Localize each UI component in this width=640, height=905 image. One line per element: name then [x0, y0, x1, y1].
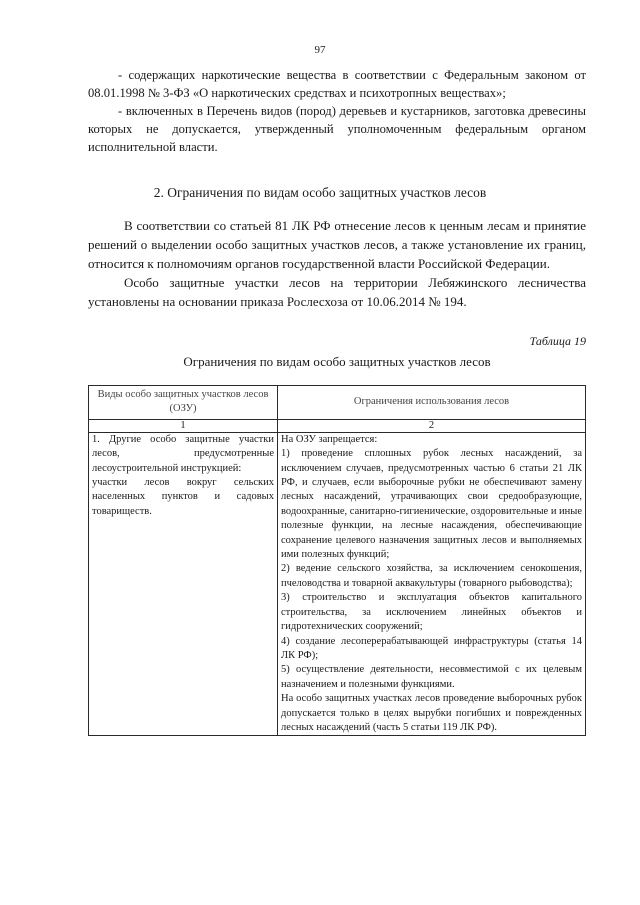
cell-line: На особо защитных участках лесов проведение выборочных рубок допускается только в целях вырубки погибших и поврежденных лесных насаждений (часть 5 статьи 119 ЛК РФ).	[281, 693, 582, 733]
bullet-item: - включенных в Перечень видов (пород) деревьев и кустарников, заготовка древесины которых не допускается, утвержденный уполномоченным федеральным органом исполнительной власти.	[88, 104, 586, 154]
bullet-list	[88, 66, 586, 156]
cell-line: 4) создание лесоперерабатывающей инфраструктуры (статья 14 ЛК РФ);	[281, 635, 582, 661]
table-cell-restrictions	[278, 432, 586, 736]
header-cell-restrictions: Ограничения использования лесов	[278, 386, 586, 420]
cell-line: На ОЗУ запрещается:	[281, 433, 378, 445]
cell-line: 1. Другие особо защитные участки лесов, предусмотренные лесоустроительной инструкцией:	[92, 433, 274, 474]
cell-line: участки лесов вокруг сельских населенных пунктов и садовых товариществ.	[92, 477, 274, 517]
paragraph: В соответствии со статьей 81 ЛК РФ отнесение лесов к ценным лесам и принятие решений о выделении особо защитных участков лесов, а также установление их границ, относится к полномочиям органов государственной власти Российской Федерации.	[88, 218, 586, 271]
cell-line: 3) строительство и эксплуатация объектов капитального строительства, за исключением линейных объектов и гидротехнических сооружений;	[281, 592, 582, 633]
section-heading: 2. Ограничения по видам особо защитных участков лесов	[153, 185, 487, 200]
column-number: 1	[89, 419, 278, 432]
table-caption: Таблица 19	[529, 334, 586, 348]
table-header-row	[89, 386, 586, 420]
table-cell-ozu-type	[89, 432, 278, 736]
cell-line: 2) ведение сельского хозяйства, за исключением сенокошения, пчеловодства и товарной аквакультуры (товарного рыбоводства);	[281, 563, 582, 589]
table-column-number-row	[89, 419, 586, 432]
column-number: 2	[278, 419, 586, 432]
body-text	[88, 216, 586, 311]
table-row	[89, 432, 586, 736]
restrictions-table	[88, 385, 586, 736]
cell-line: 5) осуществление деятельности, несовместимой с их целевым назначением и полезными функциями.	[281, 664, 582, 690]
page-number: 97	[314, 44, 326, 56]
table-title: Ограничения по видам особо защитных участков лесов	[183, 354, 491, 369]
bullet-item: - содержащих наркотические вещества в соответствии с Федеральным законом от 08.01.1998 № 3-ФЗ «О наркотических средствах и психотропных веществах»;	[88, 68, 586, 100]
header-cell-ozu-types: Виды особо защитных участков лесов (ОЗУ)	[89, 386, 278, 420]
paragraph: Особо защитные участки лесов на территории Лебяжинского лесничества установлены на основании приказа Рослесхоза от 10.06.2014 № 194.	[88, 275, 586, 309]
cell-line: 1) проведение сплошных рубок лесных насаждений, за исключением случаев, предусмотренных частью 6 статьи 21 ЛК РФ, и случаев, если выборочные рубки не обеспечивают замену лесных насаждений, утрачивающих свои средообразующие, водоохранные, санитарно-гигиенические, оздоровительные и иные полезные функции, на лесные насаждения, обеспечивающие сохранение целевого назначения защитных лесов и выполняемых ими полезных функций;	[281, 448, 583, 561]
